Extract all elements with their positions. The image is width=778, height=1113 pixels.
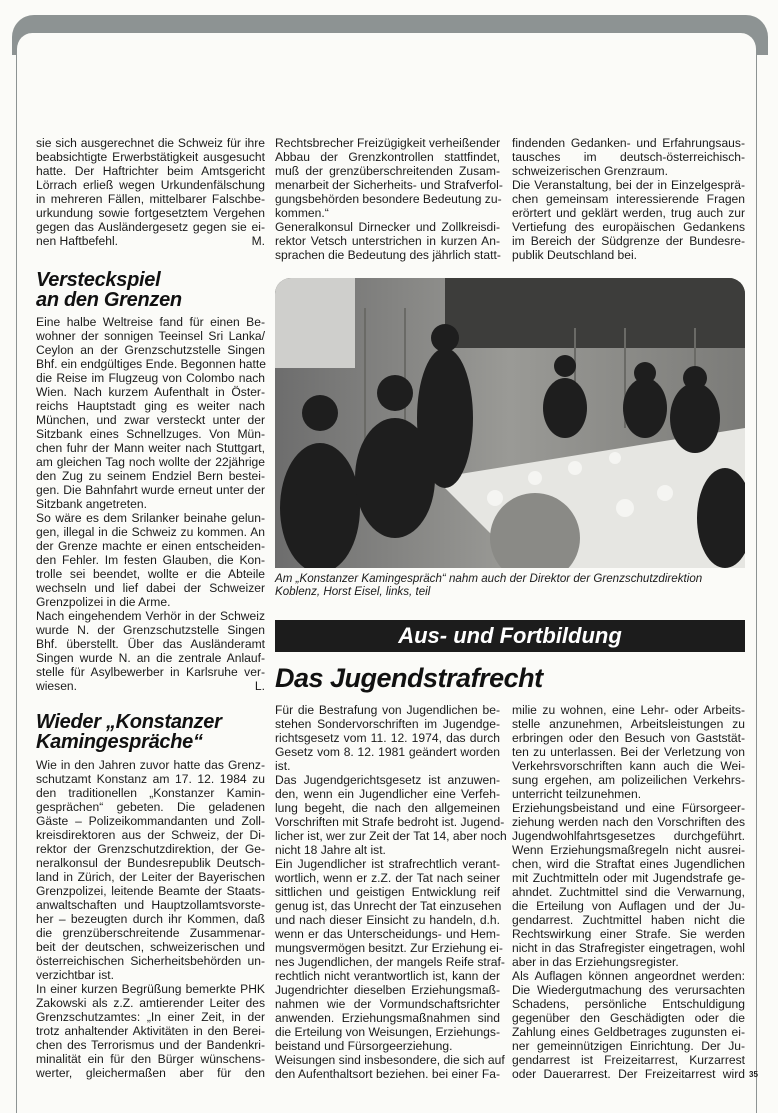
text-line: München, und zwar versteckt unter der: [36, 413, 265, 427]
text-line: nicht in das Strafregister eingetragen, wohl: [512, 941, 745, 955]
text-line: gendarrest. Zuchtmittel haben nicht die: [512, 913, 745, 927]
paragraph: [275, 857, 505, 1053]
text-line: stelle für Asylbewerber in Karlsruhe ver-: [36, 665, 265, 679]
text-line: Sitzbank angetreten.: [36, 497, 147, 511]
text-line: die Erteilung von Weisungen, Erziehungs-: [275, 1025, 500, 1039]
article-end-column1: [36, 136, 265, 248]
text-line: Als Auflagen können angeordnet werden:: [512, 969, 745, 983]
text-line: findenden Gedanken- und Erfahrungsaus-: [512, 136, 745, 150]
text-line: Gäste – Polizeikommandanten und Zoll-: [36, 814, 265, 828]
text-line: gegen das Ausländergesetz gegen sie ei-: [36, 220, 265, 234]
text-line: richtsgesetz vom 11. 12. 1974, das durch: [275, 731, 500, 745]
text-line: Weisungen sind insbesondere, die sich auf: [275, 1053, 505, 1067]
text-line: der Grenze machte er einen entscheiden-: [36, 539, 265, 553]
text-line: rechtlich nicht verantwortlich ist, kann der: [275, 969, 500, 983]
text-line: den Aufenthaltsort beziehen. bei einer Fa-: [275, 1067, 500, 1081]
text-line: nes Jugendlichen, der mangels Reife straf-: [275, 955, 505, 969]
paragraph: [512, 703, 745, 801]
paragraph: [275, 1053, 505, 1081]
text-line: Für die Bestrafung von Jugendlichen be-: [275, 703, 500, 717]
text-line: den Zug zu seinem Endziel Bern bestei-: [36, 469, 265, 483]
text-line: ist.: [275, 759, 291, 773]
paragraph: [275, 220, 500, 262]
text-line: die Reise im Flugzeug von Colombo nach: [36, 371, 265, 385]
article-kamin-body: [36, 758, 265, 1080]
author-initial: L.: [254, 679, 265, 693]
heading-line: Wieder „Konstanzer: [36, 711, 222, 733]
text-line: wortlich, wenn er z.Z. der Tat nach seiner: [275, 871, 500, 885]
text-line: nicht 18 Jahre alt ist.: [275, 843, 386, 857]
text-line: Abbau der Grenzkontrollen stattfindet,: [275, 150, 500, 164]
text-line: Verkehrsvorschriften kann auch die Wei-: [512, 759, 745, 773]
text-line: Erziehungsbeistand und eine Fürsorgeer-: [512, 801, 745, 815]
text-line: publik Deutschland bei.: [512, 248, 638, 262]
text-line: Lörrach erließ wegen Urkundenfälschung: [36, 178, 265, 192]
text-line: Schadens, persönliche Entschuldigung: [512, 997, 745, 1011]
text-line: Das Jugendgerichtsgesetz ist anzuwen-: [275, 773, 500, 787]
article-kamin-column2: [275, 136, 503, 262]
paragraph: [512, 969, 745, 1081]
text-line: reichs Hauptstadt ging es weiter nach: [36, 399, 265, 413]
text-line: In einer kurzen Begrüßung bemerkte PHK: [36, 982, 265, 996]
text-line: wenn er das Unterscheidungs- und Hem-: [275, 927, 500, 941]
text-line: Zahlung eines Geldbetrages zugunsten ei-: [512, 1025, 745, 1039]
text-line: beit der deutschen, schweizerischen und: [36, 940, 265, 954]
photo-image: [275, 278, 745, 568]
text-line: ziehung werden nach den Vorschriften des: [512, 815, 745, 829]
text-line: Die Veranstaltung, bei der in Einzelgesprä-: [512, 178, 745, 192]
text-line: Wien. Nach kurzem Aufenthalt in Öster-: [36, 385, 265, 399]
text-line: Rechtsbrecher Freizügigkeit verheißender: [275, 136, 501, 150]
text-line: chen des Terrorismus und der Bandenkri-: [36, 1038, 265, 1052]
paragraph: [36, 511, 265, 609]
text-line: Eine halbe Weltreise fand für einen Be-: [36, 315, 265, 329]
text-line: genug ist, das Unrecht der Tat einzusehen: [275, 899, 502, 913]
text-line: die grenzüberschreitende Zusammenar-: [36, 926, 265, 940]
text-line: Ein Jugendlicher ist strafrechtlich verant-: [275, 857, 500, 871]
text-line: mungsvermögen besitzt. Zur Erziehung ei-: [275, 941, 503, 955]
text-line: den, wenn ein Jugendlicher eine Verfeh-: [275, 787, 500, 801]
text-line: schutzamt Konstanz am 17. 12. 1984 zu: [36, 772, 265, 786]
paragraph: [36, 609, 265, 693]
text-line: nen Haftbefehl.: [36, 234, 119, 248]
text-line: minalität ein für den Bürger wünschens-: [36, 1052, 265, 1066]
heading-line: Versteckspiel: [36, 269, 161, 291]
caption-line: Am „Konstanzer Kamingespräch“ nahm auch der Direktor der Grenzschutzdirektion: [275, 572, 703, 585]
text-line: stelle anzunehmen, Arbeitsleistungen zu: [512, 717, 745, 731]
text-line: werter, gleichermaßen aber für den: [36, 1066, 265, 1080]
text-line: Singen wurde N. an die zentrale Anlauf-: [36, 651, 265, 665]
heading-kamingespraeche: [36, 712, 222, 752]
text-line: gesprächen“ gebeten. Die geladenen: [36, 800, 265, 814]
text-line: So wäre es dem Srilanker beinahe gelun-: [36, 511, 265, 525]
text-line: ten zu unterlassen. Bei der Verletzung von: [512, 745, 745, 759]
text-line: sittlichen und geistigen Entwicklung reif: [275, 885, 500, 899]
article-kamin-column3: [512, 136, 745, 262]
text-line: wiesen.: [36, 679, 78, 693]
text-line: milie zu wohnen, eine Lehr- oder Arbeits-: [512, 703, 745, 717]
text-line: Vertiefung des europäischen Gedankens: [512, 220, 745, 234]
text-line: rektor der Grenzschutzdirektion, der Ge-: [36, 842, 265, 856]
text-line: urkundung sowie fortgesetztem Vergehen: [36, 206, 265, 220]
text-line: wohner der sonnigen Teeinsel Sri Lanka/: [36, 329, 265, 343]
text-line: her – bezeugten durch ihr Kommen, daß: [36, 912, 265, 926]
text-line: Zakowski als z.Z. amtierender Leiter des: [36, 996, 265, 1010]
paragraph: [512, 136, 745, 178]
text-line: licher ist, wer zur Zeit der Tat 14, aber noch: [275, 829, 507, 843]
text-line: wechseln und lief dabei der Schweizer: [36, 581, 265, 595]
text-line: schweizerischen Grenzraum.: [512, 164, 668, 178]
paragraph: [275, 703, 500, 773]
text-line: sprachen die Bedeutung des jährlich statt-: [275, 248, 501, 262]
text-line: den traditionellen „Konstanzer Kamin-: [36, 786, 265, 800]
text-line: Die Wiedergutmachung des verursachten: [512, 983, 745, 997]
article-jugend-column2: [275, 703, 507, 1081]
text-line: Bhf. überstellt. Über das Ausländeramt: [36, 637, 265, 651]
heading-versteckspiel: [36, 270, 182, 310]
text-line: österreichischen Sicherheitsbehörden un-: [36, 954, 265, 968]
text-line: Rechtswirkung einer Strafe. Sie werden: [512, 927, 745, 941]
text-line: in mehreren Fällen, mittelbarer Falschbe-: [36, 192, 265, 206]
photo-kamingespraech: [275, 278, 745, 568]
paragraph: [36, 315, 265, 511]
text-line: Sitzbank eines Schnellzuges. Von Mün-: [36, 427, 265, 441]
text-line: gegenüber den Geschädigten oder die: [512, 1011, 745, 1025]
text-line: mit Zuchtmitteln oder mit Jugendstrafe ge-: [512, 871, 745, 885]
text-line: beistand und Fürsorgeerziehung.: [275, 1039, 453, 1053]
text-line: rektor Vetsch unterstrichen in kurzen An-: [275, 234, 500, 248]
text-line: unterricht teilzunehmen.: [512, 787, 642, 801]
text-line: chen fuhr der Mann weiter nach Stuttgart,: [36, 441, 265, 455]
text-line: verzichtbar ist.: [36, 968, 114, 982]
text-line: Ceylon an der Grenzschutzstelle Singen: [36, 343, 265, 357]
text-line: chen gemeinsam interessierende Fragen: [512, 192, 745, 206]
text-line: gen, illegal in die Schweiz zu kommen. An: [36, 525, 265, 539]
photo-caption: [275, 572, 745, 598]
text-line: kommen.“: [275, 206, 329, 220]
paragraph: [36, 982, 265, 1080]
paragraph: [275, 773, 507, 857]
text-line: Generalkonsul Dirnecker und Zollkreisdi-: [275, 220, 500, 234]
text-line: Jugendrichter dieselben Erziehungsmaß-: [275, 983, 500, 997]
text-line: hatte. Der Haftrichter beim Amtsgericht: [36, 164, 265, 178]
heading-jugendstrafrecht: Das Jugendstrafrecht: [275, 663, 543, 693]
text-line: die Erteilung von Auflagen und der Ju-: [512, 899, 745, 913]
article-versteckspiel-body: [36, 315, 265, 693]
text-line: aber in das Erziehungsregister.: [512, 955, 679, 969]
text-line: Vorschriften mit Strafe bedroht ist. Jugend-: [275, 815, 505, 829]
heading-line: an den Grenzen: [36, 289, 182, 311]
text-line: nahmen wie der Vormundschaftsrichter: [275, 997, 500, 1011]
text-line: Grenzpolizei in die Arme.: [36, 595, 171, 609]
text-line: und nach dieser Einsicht zu handeln, d.h.: [275, 913, 500, 927]
text-line: oder Dauerarrest. Der Freizeitarrest wird: [512, 1067, 745, 1081]
text-line: anwaltschaften und Hauptzollamtsvorste-: [36, 898, 265, 912]
text-line: chen, wird die Straftat eines Jugendlichen: [512, 857, 745, 871]
text-line: Nach eingehendem Verhör in der Schweiz: [36, 609, 265, 623]
text-line: muß der grenzüberschreitenden Zusam-: [275, 164, 500, 178]
text-line: erbringen oder den Besuch von Gaststät-: [512, 731, 745, 745]
paragraph: [36, 136, 265, 248]
text-line: den Fehler. Im festen Glauben, die Kon-: [36, 553, 265, 567]
text-line: Grenzschutzamtes: „In einer Zeit, in der: [36, 1010, 265, 1024]
text-line: tausches im deutsch-österreichisch-: [512, 150, 745, 164]
text-line: kreisdirektoren aus der Schweiz, der Di-: [36, 828, 265, 842]
text-line: ner gemeinnützigen Einrichtung. Der Ju-: [512, 1039, 745, 1053]
text-line: menarbeit der Sicherheits- und Strafverfol-: [275, 178, 503, 192]
text-line: sie sich ausgerechnet die Schweiz für ihre: [36, 136, 265, 150]
text-line: beabsichtigte Erwerbstätigkeit ausgesucht: [36, 150, 265, 164]
text-line: stehen Sondervorschriften im Jugendge-: [275, 717, 500, 731]
article-jugend-column3: [512, 703, 745, 1081]
text-line: gungsbehörden besondere Bedeutung zu-: [275, 192, 502, 206]
text-line: Grenzpolizei, leitende Beamte der Staats-: [36, 884, 265, 898]
paragraph: [36, 758, 265, 982]
text-line: Bhf. ein endgültiges Ende. Begonnen hatte: [36, 357, 266, 371]
paragraph: [275, 136, 503, 220]
text-line: gendarrest ist Freizeitarrest, Kurzarrest: [512, 1053, 745, 1067]
text-line: wurde N. der Grenzschutzstelle Singen: [36, 623, 265, 637]
text-line: Jugendwohlfahrtsgesetzes durchgeführt.: [512, 829, 745, 843]
text-line: lung begeht, die nach den allgemeinen: [275, 801, 500, 815]
paragraph: [512, 178, 745, 262]
heading-line: Kamingespräche“: [36, 731, 203, 753]
text-line: im Bereich der Südgrenze der Bundesre-: [512, 234, 745, 248]
text-line: ahndet. Zuchtmittel sind die Verwarnung,: [512, 885, 745, 899]
text-line: anwenden. Erziehungsmaßnahmen sind: [275, 1011, 500, 1025]
text-line: erörtert und geklärt werden, trug auch zur: [512, 206, 745, 220]
text-line: Wie in den Jahren zuvor hatte das Grenz-: [36, 758, 265, 772]
text-line: Wenn Erziehungsmaßregeln nicht ausrei-: [512, 843, 745, 857]
paragraph: [512, 801, 745, 969]
section-banner: Aus- und Fortbildung: [275, 620, 745, 652]
caption-line: Koblenz, Horst Eisel, links, teil: [275, 585, 431, 598]
text-line: sung ergehen, am polizeilichen Verkehrs-: [512, 773, 745, 787]
author-initial: M.: [251, 234, 265, 248]
text-line: land in Zürich, der Leiter der Bayerischen: [36, 870, 265, 884]
text-line: trolle sei beendet, wollte er die Abteile: [36, 567, 265, 581]
page-number: 35: [749, 1070, 758, 1079]
text-line: trotz anhaltender Aktivitäten in den Berei-: [36, 1024, 265, 1038]
text-line: Gesetz vom 8. 12. 1981 geändert worden: [275, 745, 500, 759]
text-line: neralkonsul der Bundesrepublik Deutsch-: [36, 856, 265, 870]
text-line: gen. Die Bahnfahrt wurde erneut unter der: [36, 483, 265, 497]
text-line: am gleichen Tag noch wollte der 22jährige: [36, 455, 265, 469]
